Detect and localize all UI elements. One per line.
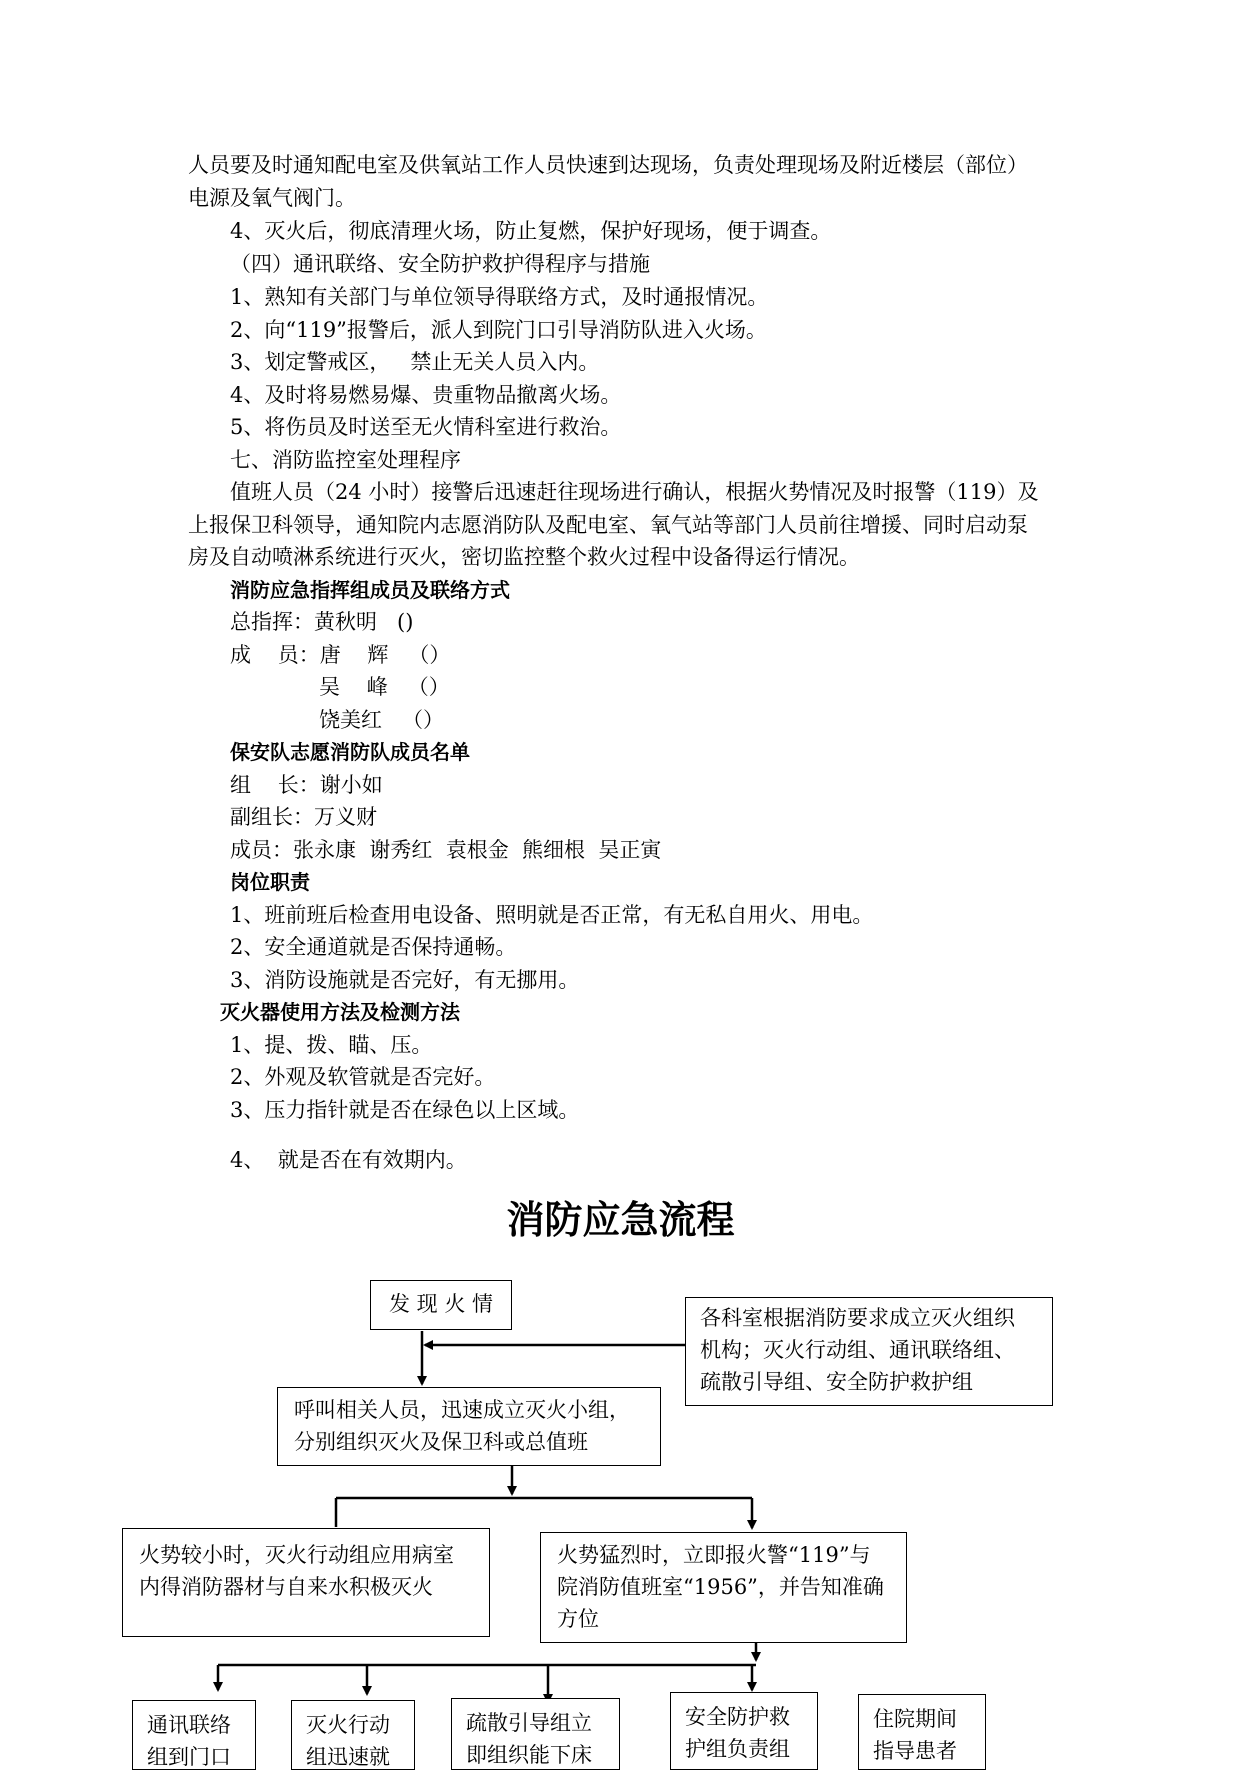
flow-box-big-fire <box>540 1532 907 1643</box>
text-line: 成员：张永康 谢秀红 袁根金 熊细根 吴正寅 <box>230 838 662 862</box>
text-line: 5、将伤员及时送至无火情科室进行救治。 <box>230 415 622 439</box>
flow-box-discover <box>370 1280 512 1330</box>
flow-box-text: 指导患者 <box>873 1739 957 1763</box>
text-line: 吴 峰 （） <box>319 675 450 699</box>
flow-box-text: 院消防值班室“1956”，并告知准确 <box>557 1575 884 1599</box>
text-line: 值班人员（24 小时）接警后迅速赶往现场进行确认，根据火势情况及时报警（119）及 <box>230 480 1039 504</box>
flow-box-text: 分别组织灭火及保卫科或总值班 <box>294 1430 588 1454</box>
flow-box-evacuation-group <box>451 1698 620 1770</box>
flow-box-text: 发 现 火 情 <box>388 1292 494 1316</box>
flow-box-text: 通讯联络 <box>147 1713 231 1737</box>
flow-box-inpatient-group <box>858 1694 986 1770</box>
text-line: 人员要及时通知配电室及供氧站工作人员快速到达现场，负责处理现场及附近楼层（部位） <box>188 153 1028 177</box>
bold-heading: 消防应急指挥组成员及联络方式 <box>230 578 510 602</box>
text-line: 饶美红 （） <box>319 708 445 732</box>
flow-box-text: 火势较小时，灭火行动组应用病室 <box>139 1543 454 1567</box>
flow-box-text: 住院期间 <box>873 1707 957 1731</box>
flow-box-text: 火势猛烈时，立即报火警“119”与 <box>557 1543 871 1567</box>
flow-box-text: 即组织能下床 <box>466 1743 592 1767</box>
bold-heading: 岗位职责 <box>230 870 310 894</box>
text-line: 3、消防设施就是否完好，有无挪用。 <box>230 968 580 992</box>
text-line: 总指挥：黄秋明 () <box>230 610 414 634</box>
text-line: 组 长：谢小如 <box>230 773 383 797</box>
flow-box-text: 安全防护救 <box>685 1705 790 1729</box>
text-line: 房及自动喷淋系统进行灭火，密切监控整个救火过程中设备得运行情况。 <box>188 545 860 569</box>
text-line: 1、熟知有关部门与单位领导得联络方式，及时通报情况。 <box>230 285 769 309</box>
text-line: 4、灭火后，彻底清理火场，防止复燃，保护好现场，便于调查。 <box>230 219 832 243</box>
flow-box-text: 呼叫相关人员，迅速成立灭火小组， <box>294 1398 630 1422</box>
flow-box-text: 各科室根据消防要求成立灭火组织 <box>700 1306 1015 1330</box>
text-line: 副组长：万义财 <box>230 805 377 829</box>
text-line: 3、划定警戒区， 禁止无关人员入内。 <box>230 350 600 374</box>
flow-box-firefighting-group <box>291 1700 415 1770</box>
flow-title: 消防应急流程 <box>506 1198 735 1242</box>
flow-box-organization <box>685 1297 1053 1406</box>
section-heading: 七、消防监控室处理程序 <box>230 448 461 472</box>
flow-box-text: 护组负责组 <box>685 1737 790 1761</box>
text-line: 电源及氧气阀门。 <box>188 186 356 210</box>
flow-box-communication-group <box>132 1700 256 1770</box>
flow-box-text: 内得消防器材与自来水积极灭火 <box>139 1575 433 1599</box>
bold-heading: 保安队志愿消防队成员名单 <box>230 740 470 764</box>
text-line: 2、外观及软管就是否完好。 <box>230 1065 496 1089</box>
flow-box-text: 疏散引导组立 <box>466 1711 592 1735</box>
flow-box-text: 疏散引导组、安全防护救护组 <box>700 1370 973 1394</box>
flow-box-text: 机构；灭火行动组、通讯联络组、 <box>700 1338 1015 1362</box>
flow-box-text: 方位 <box>557 1607 599 1631</box>
text-line: 1、提、拨、瞄、压。 <box>230 1033 433 1057</box>
text-line: 成 员：唐 辉 （） <box>230 643 451 667</box>
flow-box-call <box>277 1387 661 1466</box>
text-line: 上报保卫科领导，通知院内志愿消防队及配电室、氧气站等部门人员前往增援、同时启动泵 <box>188 513 1028 537</box>
text-line: 4、及时将易燃易爆、贵重物品撤离火场。 <box>230 383 622 407</box>
flow-box-small-fire <box>122 1528 490 1637</box>
flow-box-text: 组迅速就 <box>306 1745 390 1769</box>
section-heading: （四）通讯联络、安全防护救护得程序与措施 <box>230 252 650 276</box>
flow-box-text: 组到门口 <box>147 1745 231 1769</box>
flow-box-safety-group <box>670 1692 818 1770</box>
text-line: 2、安全通道就是否保持通畅。 <box>230 935 517 959</box>
bold-heading: 灭火器使用方法及检测方法 <box>220 1000 460 1024</box>
text-line: 3、压力指针就是否在绿色以上区域。 <box>230 1098 580 1122</box>
text-line: 2、向“119”报警后，派人到院门口引导消防队进入火场。 <box>230 318 767 342</box>
text-line: 1、班前班后检查用电设备、照明就是否正常，有无私自用火、用电。 <box>230 903 874 927</box>
text-line: 4、 就是否在有效期内。 <box>230 1148 467 1172</box>
flow-box-text: 灭火行动 <box>306 1713 390 1737</box>
